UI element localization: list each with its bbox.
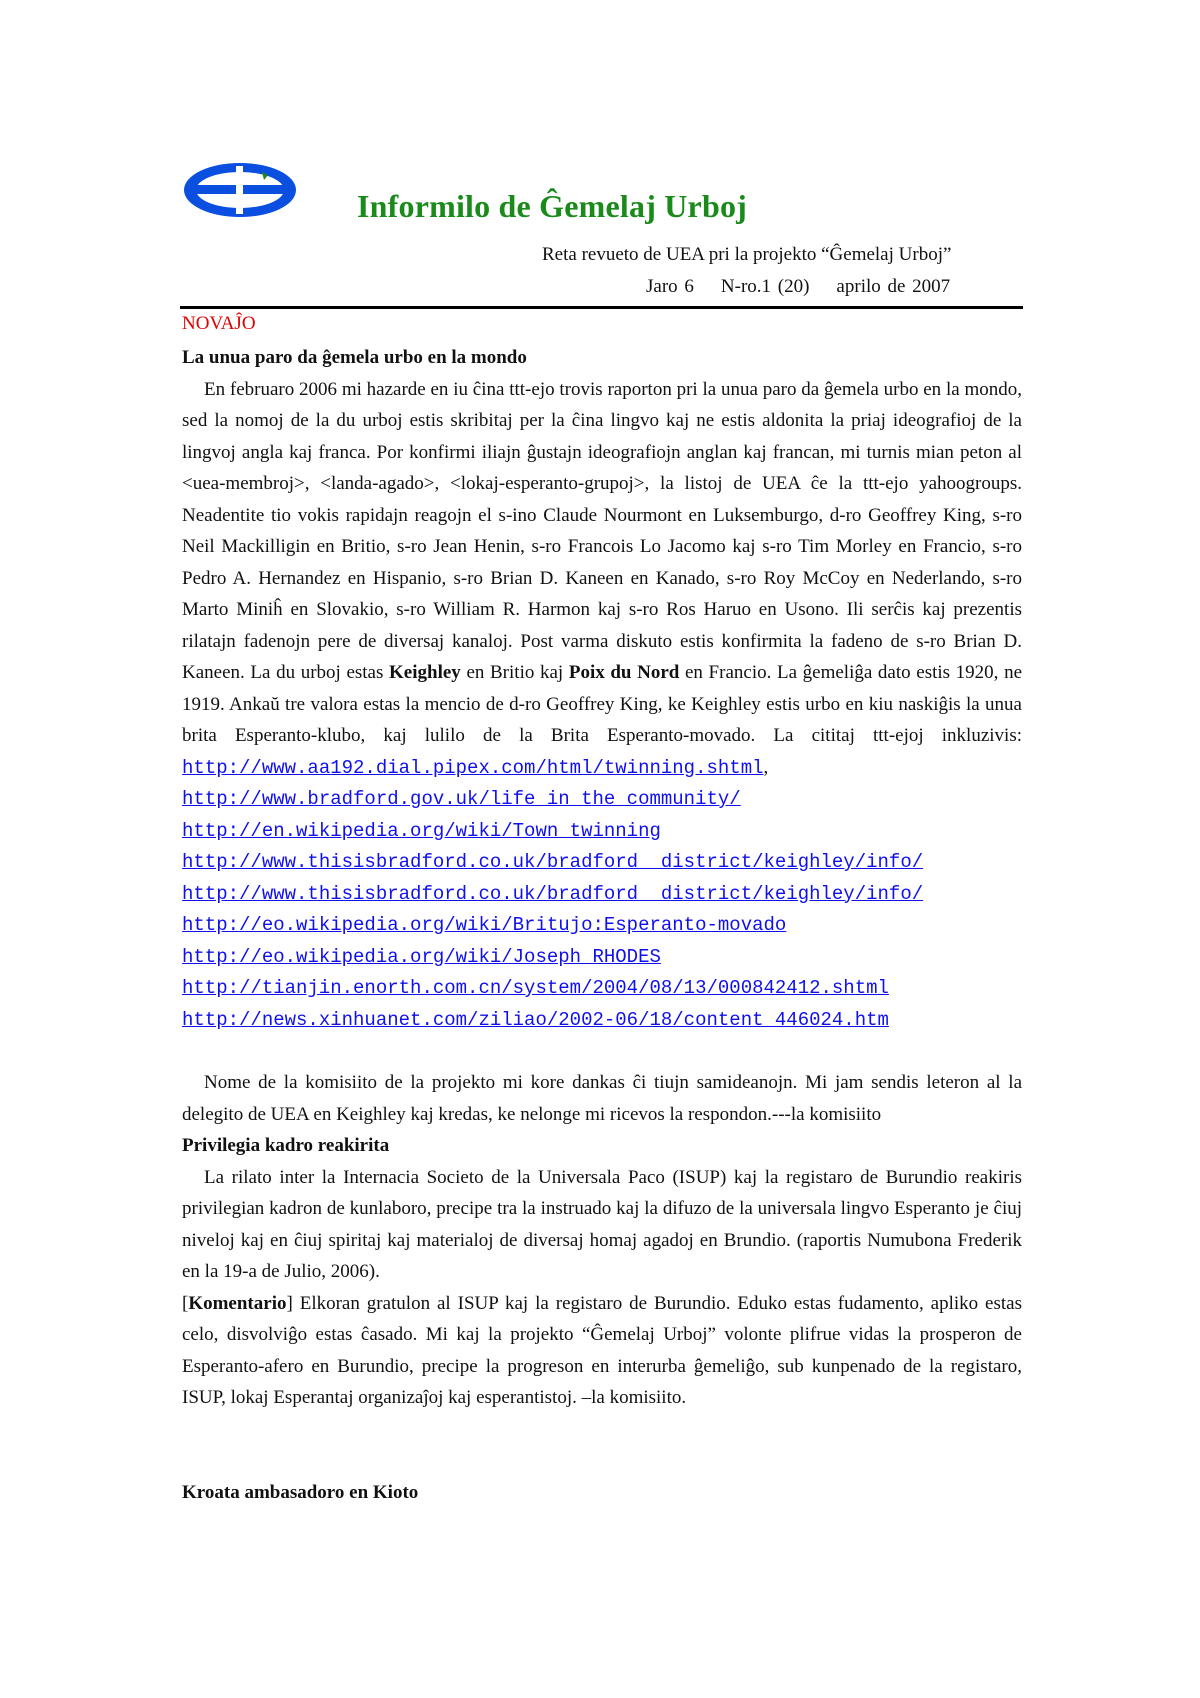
reference-link[interactable]: http://www.thisisbradford.co.uk/bradford__district/keighley/info/ bbox=[182, 851, 924, 873]
comment-paragraph bbox=[182, 1288, 1022, 1414]
city-name: Poix du Nord bbox=[568, 662, 680, 683]
header-divider bbox=[180, 306, 1023, 309]
paragraph-text: En februaro 2006 mi hazarde en iu ĉina ttt-ejo trovis raporton pri la unua paro da ĝemela urbo en la mondo, sed la nomoj de la du urboj estis skribitaj per la ĉina lingvo kaj ne estis aldonita la priaj ideografioj de la lingvoj angla kaj franca. Por konfirmi iliajn ĝustajn ideografiojn anglan kaj francan, mi turnis mian peton al <uea-membroj>, <landa-agado>, <lokaj-esperanto-grupoj>, la listoj de UEA ĉe la ttt-ejo yahoogroups. Neadentite tio vokis rapidajn reagojn el s-ino Claude Nourmont en Luksemburgo, d-ro Geoffrey King, s-ro Neil Mackilligin en Britio, s-ro Jean Henin, s-ro Francois Lo Jacomo kaj s-ro Tim Morley en Francio, s-ro Pedro A. Hernandez en Hispanio, s-ro Brian D. Kaneen en Kanado, s-ro Roy McCoy en Nederlando, s-ro Marto Miniĥ en Slovakio, s-ro William R. Harmon kaj s-ro Ros Haruo en Usono. Ili serĉis kaj prezentis rilatajn fadenojn pere de diversaj kanaloj. Post varma diskuto estis konfirmita la fadeno de s-ro Brian D. Kaneen. La du urboj estas bbox=[182, 378, 1022, 683]
spacer bbox=[182, 1036, 1022, 1067]
city-name: Keighley bbox=[389, 662, 461, 683]
issue-info: Jaro 6 N-ro.1 (20) aprilo de 2007 bbox=[646, 276, 951, 297]
paragraph-text: ] Elkoran gratulon al ISUP kaj la registaro de Burundio. Eduko estas fudamento, apliko estas celo, disvolviĝo estas ĉasado. Mi kaj la projekto “Ĝemelaj Urboj” volonte plifrue vidas la prosperon de Esperanto-afero en Burundio, precipe la progreson en interurba ĝemeliĝo, sub kunpenado de la registaro, ISUP, lokaj Esperantaj organizaĵoj kaj esperantistoj. –la komisiito. bbox=[182, 1292, 1022, 1408]
reference-link[interactable]: http://news.xinhuanet.com/ziliao/2002-06/18/content_446024.htm bbox=[182, 1008, 889, 1031]
comment-label: Komentario bbox=[188, 1292, 287, 1314]
article-heading: La unua paro da ĝemela urbo en la mondo bbox=[182, 347, 527, 368]
reference-link[interactable]: http://tianjin.enorth.com.cn/system/2004/08/13/000842412.shtml bbox=[182, 977, 889, 999]
article-paragraph: En februaro 2006 mi hazarde en iu ĉina ttt-ejo trovis raporton pri la unua paro da ĝemela urbo en la mondo, sed la nomoj de la du urboj estis skribitaj per la ĉina lingvo kaj ne estis aldonita la priaj ideografioj de la lingvoj angla kaj franca. Por konfirmi iliajn ĝustajn ideografiojn anglan kaj francan, mi turnis mian peton al <uea-membroj>, <landa-agado>, <lokaj-esperanto-grupoj>, la listoj de UEA ĉe la ttt-ejo yahoogroups. Neadentite tio vokis rapidajn reagojn el s-ino Claude Nourmont en Luksemburgo, d-ro Geoffrey King, s-ro Neil Mackilligin en Britio, s-ro Jean Henin, s-ro Francois Lo Jacomo kaj s-ro Tim Morley en Francio, s-ro Pedro A. Hernandez en Hispanio, s-ro Brian D. Kaneen en Kanado, s-ro Roy McCoy en Nederlando, s-ro Marto Miniĥ en Slovakio, s-ro William R. Harmon kaj s-ro Ros Haruo en Usono. Ili serĉis kaj prezentis rilatajn fadenojn pere de diversaj kanaloj. Post varma diskuto estis konfirmita la fadeno de s-ro Brian D. Kaneen. La du urboj estas Keighley en Britio kaj Poix du Nord en Francio. La ĝemeliĝa dato estis 1920, ne 1919. Ankaŭ tre valora estas la mencio de d-ro Geoffrey King, ke Keighley estis urbo en kiu naskiĝis la unua brita Esperanto-klubo, kaj lulilo de la Brita Esperanto-movado. La cititaj ttt-ejoj inkluzivis: http://www.aa192.dial.pipex.com/html/twinning.shtml, bbox=[182, 378, 1023, 779]
reference-link[interactable]: http://www.bradford.gov.uk/life_in_the_community/ bbox=[182, 788, 741, 810]
paragraph-text: en Britio kaj bbox=[460, 662, 569, 683]
article-paragraph: Nome de la komisiito de la projekto mi kore dankas ĉi tiujn samideanojn. Mi jam sendis leteron al la delegito de UEA en Keighley kaj kredas, ke nelonge mi ricevos la respondon.---la komisiito bbox=[182, 1072, 1022, 1125]
reference-link[interactable]: http://en.wikipedia.org/wiki/Town_twinning bbox=[182, 819, 661, 842]
paragraph-text: en Francio. La ĝemeliĝa dato estis 1920, ne 1919. Ankaŭ tre valora estas la mencio de d-ro Geoffrey King, ke Keighley estis urbo en kiu naskiĝis la unua brita Esperanto-klubo, kaj lulilo de la Brita Esperanto-movado. La cititaj ttt-ejoj inkluzivis: bbox=[182, 662, 1023, 746]
reference-links-list bbox=[182, 784, 1022, 1036]
reference-link[interactable]: http://www.aa192.dial.pipex.com/html/twinning.shtml bbox=[182, 756, 764, 779]
article-heading: Privilegia kadro reakirita bbox=[182, 1135, 390, 1156]
newsletter-subtitle: Reta revueto de UEA pri la projekto “Ĝemelaj Urboj” bbox=[542, 244, 952, 265]
reference-link[interactable]: http://eo.wikipedia.org/wiki/Britujo:Esperanto-movado bbox=[182, 914, 787, 936]
spacer bbox=[182, 1414, 1022, 1477]
bracket: [ bbox=[182, 1292, 189, 1314]
article-paragraph: La rilato inter la Internacia Societo de la Universala Paco (ISUP) kaj la registaro de Burundio reakiris privilegian kadron de kunlaboro, precipe tra la instruado kaj la difuzo de la universala lingvo Esperanto je ĉiuj niveloj kaj en ĉiuj spiritaj kaj materialoj de diversaj homaj agadoj en Brundio. (raportis Numubona Frederik en la 19-a de Julio, 2006). bbox=[182, 1166, 1022, 1282]
esperanto-twin-cities-logo bbox=[180, 158, 300, 222]
article-heading: Kroata ambasadoro en Kioto bbox=[182, 1481, 419, 1503]
reference-link[interactable]: http://www.thisisbradford.co.uk/bradford__district/keighley/info/ bbox=[182, 882, 924, 905]
section-label: NOVAĴO bbox=[182, 313, 256, 334]
article-body bbox=[182, 342, 1022, 1508]
newsletter-title: Informilo de Ĝemelaj Urboj bbox=[357, 188, 748, 224]
reference-link[interactable]: http://eo.wikipedia.org/wiki/Joseph_RHODES bbox=[182, 945, 661, 968]
